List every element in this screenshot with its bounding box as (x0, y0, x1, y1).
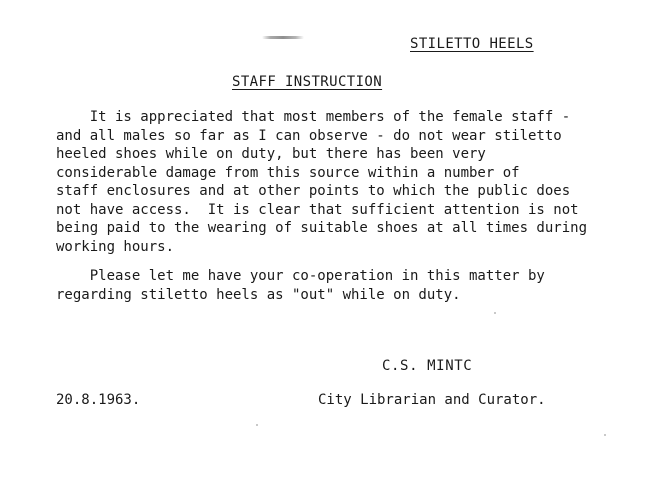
document-heading: STAFF INSTRUCTION (232, 74, 383, 90)
instruction-paragraph-1 (56, 108, 616, 256)
signatory-title: City Librarian and Curator. (318, 392, 546, 408)
instruction-paragraph-2 (56, 267, 616, 304)
paragraph-line: not have access. It is clear that sufficient attention is not (56, 201, 579, 218)
ink-smudge (262, 36, 304, 39)
document-subject: STILETTO HEELS (410, 36, 534, 52)
speck (494, 312, 496, 314)
paragraph-line: regarding stiletto heels as "out" while on duty. (56, 286, 461, 303)
paragraph-line: staff enclosures and at other points to which the public does (56, 183, 571, 199)
paragraph-line: working hours. (56, 238, 175, 255)
paragraph-line: being paid to the wearing of suitable shoes at all times during (56, 220, 588, 236)
signature-name: C.S. MINTC (382, 358, 473, 374)
paragraph-line: considerable damage from this source within a number of (56, 164, 520, 181)
paragraph-line: and all males so far as I can observe - do not wear stiletto (56, 127, 562, 144)
paragraph-line: heeled shoes while on duty, but there has been very (56, 146, 486, 162)
speck (604, 434, 606, 436)
speck (256, 424, 258, 426)
paragraph-line: It is appreciated that most members of the female staff - (56, 109, 571, 125)
paragraph-line: Please let me have your co-operation in this matter by (56, 268, 545, 284)
document-date: 20.8.1963. (56, 392, 141, 408)
